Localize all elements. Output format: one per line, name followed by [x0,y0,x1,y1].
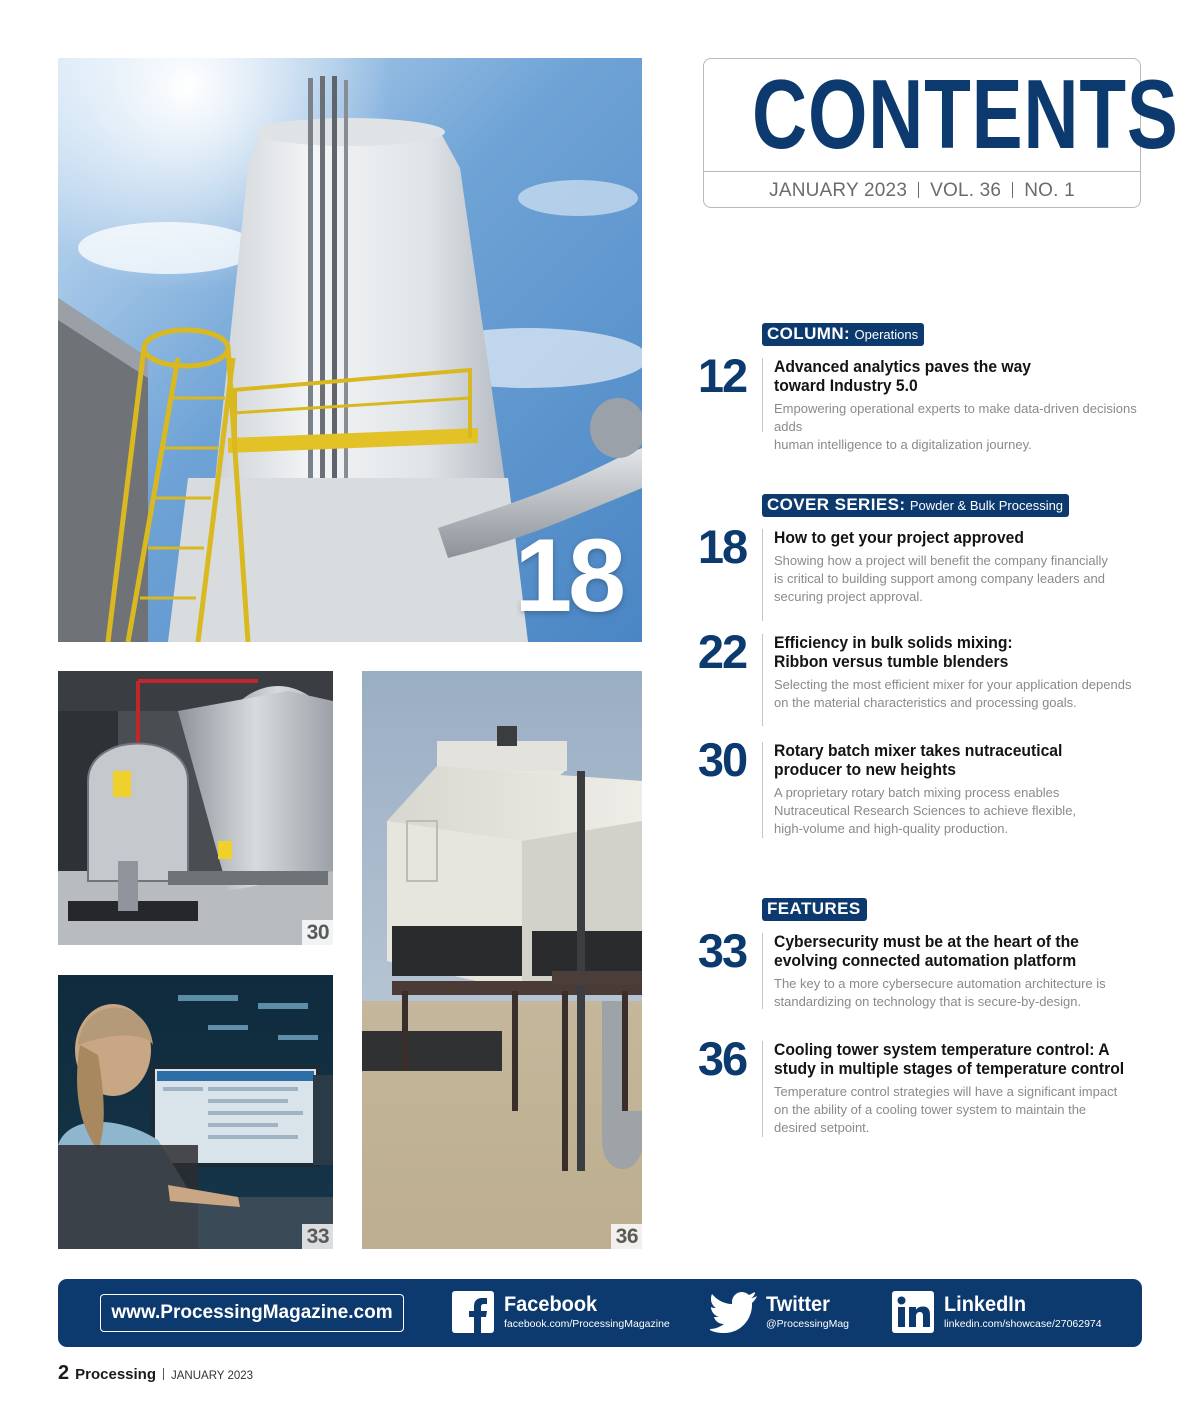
section-tag-features: FEATURES [762,898,867,921]
photo-page-number: 18 [514,518,622,634]
entry-body [762,742,1140,838]
entry-title: Rotary batch mixer takes nutraceutical producer to new heights [774,742,1063,779]
issue-info [704,180,1140,202]
twitter-bird-icon [710,1291,758,1333]
entry-page-number: 18 [697,520,747,573]
separator [918,182,919,198]
facebook-name: Facebook [504,1293,598,1316]
linkedin-handle: linkedin.com/showcase/27062974 [944,1318,1102,1330]
footer-date: JANUARY 2023 [171,1370,254,1382]
entry-page-number: 22 [697,625,747,678]
social-bar [58,1279,1142,1347]
linkedin-name: LinkedIn [944,1293,1027,1316]
photo-page-number: 30 [302,920,333,945]
footer-page-number: 2 [58,1362,70,1384]
separator [1012,182,1013,198]
website-link[interactable]: www.ProcessingMagazine.com [100,1294,404,1332]
issue-number: NO. 1 [1024,180,1075,201]
entry-description: Showing how a project will benefit the company financially is critical to building support among company leaders and securing project approval. [774,553,1108,604]
entry-description: The key to a more cybersecure automation architecture is standardizing on technology that is secure-by-design. [774,976,1106,1009]
entry-description: Empowering operational experts to make data-driven decisions adds human intelligence to a digitalization journey. [774,401,1137,452]
photo-page-number: 36 [611,1224,642,1249]
entry-description: Temperature control strategies will have a significant impact on the ability of a cooling tower system to maintain the desired setpoint. [774,1084,1118,1135]
facebook-handle: facebook.com/ProcessingMagazine [504,1318,670,1330]
page-footer [58,1362,253,1385]
issue-volume: VOL. 36 [930,180,1002,201]
entry-page-number: 33 [697,924,747,977]
divider [704,171,1140,172]
entry-body [762,358,1140,452]
entry-body [762,933,1140,1009]
facebook-icon [452,1291,494,1333]
entry-title: Cybersecurity must be at the heart of the evolving connected automation platform [774,933,1079,970]
footer-magazine-name: Processing [75,1366,156,1383]
entry-page-number: 36 [697,1032,747,1085]
issue-month: JANUARY 2023 [769,180,908,201]
entry-page-number: 12 [697,349,747,402]
cooling-tower-photo [362,671,642,1249]
rotary-mixer-photo [58,671,333,945]
silo-photo [58,58,642,642]
linkedin-icon [892,1291,934,1333]
entry-title: How to get your project approved [774,529,1024,547]
twitter-handle: @ProcessingMag [766,1318,850,1330]
entry-title: Efficiency in bulk solids mixing: Ribbon versus tumble blenders [774,634,1013,671]
twitter-name: Twitter [766,1293,830,1316]
entry-body [762,634,1140,726]
entry-description: A proprietary rotary batch mixing process enables Nutraceutical Research Sciences to achieve flexible, high-volume and high-quality production. [774,785,1077,836]
entry-description: Selecting the most efficient mixer for your application depends on the material characteristics and processing goals. [774,677,1132,710]
section-tag-column: COLUMN: Operations [762,323,924,346]
entry-body [762,1041,1140,1137]
operator-at-computer-photo [58,975,333,1249]
contents-header [703,58,1179,208]
entry-page-number: 30 [697,733,747,786]
entry-title: Cooling tower system temperature control: A study in multiple stages of temperature control [774,1041,1125,1078]
photo-page-number: 33 [302,1224,333,1249]
page-title: CONTENTS [751,59,1179,169]
entry-body [762,529,1140,621]
section-tag-cover-series: COVER SERIES: Powder & Bulk Processing [762,494,1069,517]
entry-title: Advanced analytics paves the way toward Industry 5.0 [774,358,1032,395]
separator [163,1368,164,1380]
